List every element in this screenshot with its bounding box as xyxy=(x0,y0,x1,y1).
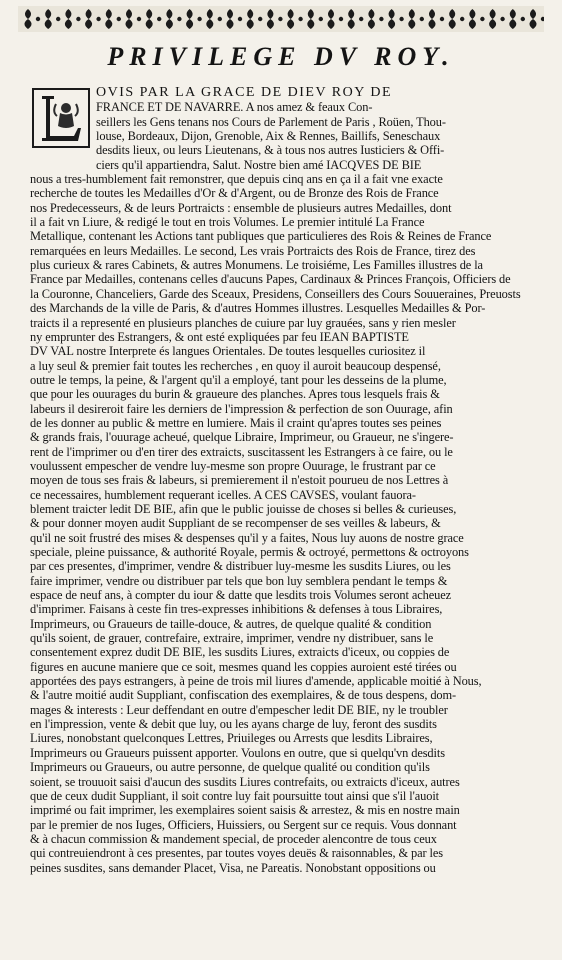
text-line: desdits lieux, ou leurs Lieutenans, & à tous nos autres Iusticiers & Offi- xyxy=(96,143,445,158)
headpiece-ornament xyxy=(18,6,544,32)
text-line: rent de l'imprimer ou d'en tirer des extraicts, suscitassent les Estrangers à ce faire, ou le xyxy=(30,444,453,459)
text-line: Imprimeurs, ou Graueurs de taille-douce, & autres, de quelque qualité & condition xyxy=(30,616,432,631)
text-line: qu'il ne soit frustré des mises & despenses qu'il y a faites, Nous luy auons de nostre grace xyxy=(30,530,464,545)
text-line: mages & interests : Leur deffendant en outre d'empescher ledit DE BIE, ny le troubler xyxy=(30,702,448,717)
text-line: soient, se trouuoit saisi d'aucun des susdits Liures contrefaits, ou extraicts d'iceux, autres xyxy=(30,774,460,789)
text-line: France par Medailles, contenans celles d'aucuns Papes, Cardinaux & Princes François, Officiers de xyxy=(30,272,511,287)
text-line: blement traicter ledit DE BIE, afin que le public jouisse de choses si belles & curieuses, xyxy=(30,501,457,516)
text-line: Imprimeurs ou Graueurs, ou autre personne, de quelque qualité ou condition qu'ils xyxy=(30,760,430,775)
text-line: en l'impression, vente & debit que luy, ou les ayans charge de luy, feront des susdits xyxy=(30,717,437,732)
text-line: que de ceux dudit Suppliant, il soit contre luy fait poursuitte tout ainsi que s'il l'auoit xyxy=(30,788,440,803)
text-line: d'imprimer. Faisans à ceste fin tres-expresses inhibitions & defenses à tous Libraires, xyxy=(30,602,443,617)
text-line: moyen de tous ses frais & labeurs, si premierement il n'estoit pourueu de nos Lettres à xyxy=(30,473,449,488)
text-line: de les donner au public & mettre en lumiere. Mais il craint qu'apres toutes ses peines xyxy=(30,415,442,430)
text-line: a luy seul & premier fait toutes les recherches , en quoy il auroit beaucoup despensé, xyxy=(30,358,441,373)
text-line: OVIS PAR LA GRACE DE DIEV ROY DE xyxy=(96,86,393,100)
text-line: & à chacun commission & mandement special, de proceder alencontre de tous ceux xyxy=(30,831,437,846)
text-line: nous a tres-humblement fait remonstrer, que depuis cinq ans en ça il a fait vne exacte xyxy=(30,172,443,187)
text-line: & grands frais, l'ouurage acheué, quelque Libraire, Imprimeur, ou Graueur, ne s'ingere- xyxy=(30,430,454,445)
text-line: par le premier de nos Iuges, Officiers, Huissiers, ou Sergent sur ce requis. Vous donnant xyxy=(30,817,457,832)
text-line: apportées des pays estrangers, à peine de trois mil liures d'amende, applicable moitié à Nous, xyxy=(30,674,482,689)
privilege-text xyxy=(30,86,552,875)
text-line: des Marchands de la ville de Paris, & d'autres Hommes illustres. Lesquelles Medailles & Por- xyxy=(30,301,486,316)
text-line: il a fait vn Liure, & redigé le tout en trois Volumes. Le premier intitulé La France xyxy=(30,215,425,230)
text-line: nos Predecesseurs, & de leurs Portraicts : ensemble de plusieurs autres Medailles, dont xyxy=(30,200,452,215)
text-line: speciale, pleine puissance, & authorité Royale, permis & octroyé, permettons & octroyons xyxy=(30,545,469,559)
text-line: consentement exprez dudit DE BIE, les susdits Liures, extraicts d'iceux, ou coppies de xyxy=(30,645,450,660)
text-line: DV VAL nostre Interprete és langues Orientales. De toutes lesquelles curiositez il xyxy=(30,344,426,359)
text-line: labeurs il desireroit faire les derniers de l'impression & perfection de son Ouurage, afin xyxy=(30,401,453,416)
page-title: PRIVILEGE DV ROY. xyxy=(107,42,455,71)
text-line: par ces presentes, d'imprimer, vendre & distribuer luy-mesme les susdits Liures, ou les xyxy=(30,559,451,574)
text-line: FRANCE ET DE NAVARRE. A nos amez & feaux Con- xyxy=(96,100,373,115)
text-line: ciers qu'il appartiendra, Salut. Nostre bien amé IACQVES DE BIE xyxy=(96,157,422,172)
text-line: & pour donner moyen audit Suppliant de se recompenser de ses veilles & labeurs, & xyxy=(30,516,441,531)
text-line: ce necessaires, humblement requerant icelles. A CES CAVSES, voulant fauora- xyxy=(30,487,416,502)
text-line: traicts il a representé en plusieurs planches de cuiure par luy grauées, sans y rien mesler xyxy=(30,315,456,330)
text-line: recherche de toutes les Medailles d'Or & d'Argent, ou de Bronze des Rois de France xyxy=(30,186,439,201)
text-line: Liures, nonobstant quelconques Lettres, Priuileges ou Arrests que lesdits Libraires, xyxy=(30,731,433,746)
text-line: & l'autre moitié audit Suppliant, confiscation des exemplaires, & de tous despens, dom- xyxy=(30,688,457,703)
text-line: voulussent empescher de vendre luy-mesme son propre Ouurage, le frustrant par ce xyxy=(30,458,436,473)
text-line: faire imprimer, vendre ou distribuer par tels que bon luy semblera pendant le temps & xyxy=(30,573,448,588)
text-line: ny emprunter des Estrangers, & ont esté expliquées par feu IEAN BAPTISTE xyxy=(30,329,409,344)
text-line: plus curieux & rares Cabinets, & autres Monumens. Le troisiéme, Les Familles illustres de la xyxy=(30,258,483,273)
text-line: peines susdites, sans demander Placet, Visa, ne Pareatis. Nonobstant oppositions ou xyxy=(30,860,436,875)
text-line: figures en aucune maniere que ce soit, mesmes quand les coppies auroient esté tirées ou xyxy=(30,659,457,674)
text-line: qu'ils soient, de grauer, contrefaire, extraire, imprimer, vendre ny distribuer, sans le xyxy=(30,631,434,646)
text-line: louse, Bordeaux, Dijon, Grenoble, Aix & Rennes, Baillifs, Seneschaux xyxy=(96,129,441,144)
text-line: remarquées en leurs Medailles. Le second, Les vrais Portraicts des Rois de France, tirez des xyxy=(30,243,476,258)
text-line: espace de neuf ans, à compter du iour & datte que lesdits trois Volumes seront acheuez xyxy=(30,588,452,603)
text-line: imprimé ou fait imprimer, les exemplaires soient saisis & arrestez, & mis en nostre main xyxy=(30,803,460,818)
text-line: qui contreuiendront à ces presentes, par toutes voyes deuës & raisonnables, & par les xyxy=(30,846,444,861)
text-line: la Couronne, Chanceliers, Garde des Sceaux, Presidens, Conseillers des Cours Souueraines, Preuosts xyxy=(30,286,521,301)
text-line: outre le temps, la peine, & l'argent qu'il a employé, tant pour les desseins de la plume, xyxy=(30,372,447,387)
text-line: Metallique, contenant les Actions tant publiques que particulieres des Rois & Reines de France xyxy=(30,229,492,244)
text-line: que pour les ouurages du burin & graueure des planches. Apres tous lesquels frais & xyxy=(30,387,440,402)
text-line: Imprimeurs ou Graueurs puissent apporter. Voulons en outre, que si quelqu'vn desdits xyxy=(30,745,445,760)
text-line: seillers les Gens tenans nos Cours de Parlement de Paris , Roüen, Thou- xyxy=(96,114,446,129)
